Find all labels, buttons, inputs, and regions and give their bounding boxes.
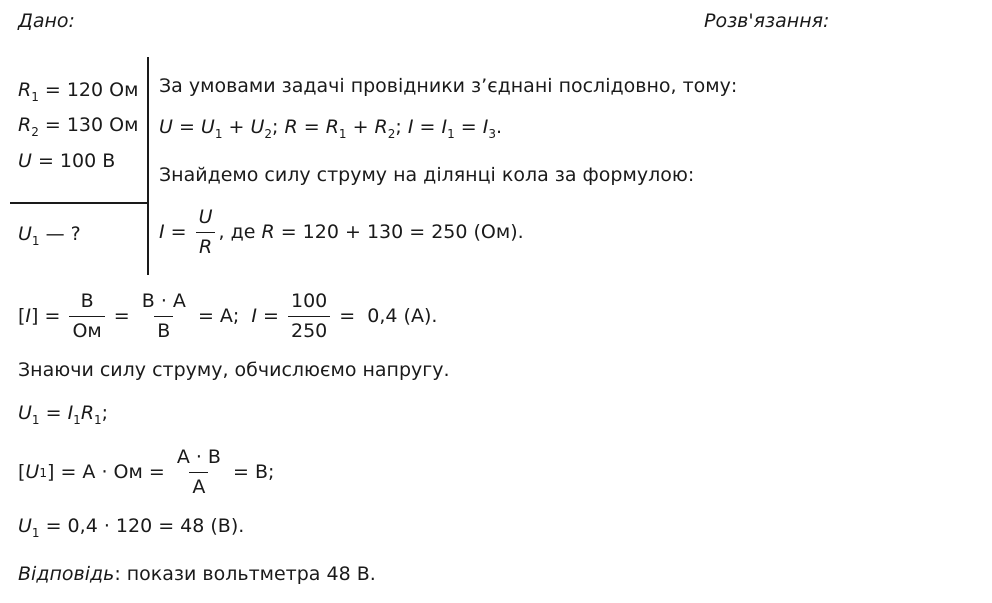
given-vertical-divider (147, 57, 149, 275)
given-u: U = 100 В (18, 150, 116, 172)
ohm-fraction: $\frac{U}{R}$ (196, 208, 216, 257)
find-quantity: $U_1$ — ? (18, 223, 81, 248)
value-fraction: $\frac{100}{250}$ (288, 292, 330, 341)
find-current-text: Знайдемо силу струму на ділянці кола за формулою: (159, 164, 695, 186)
solution-header: Розв'язання: (704, 10, 830, 32)
current-units-check: [ I ] = $\frac{В}{Ом}$ = $\frac{В \cdot А}{В}$ = А; I = $\frac{100}{250}$ = 0,4 (А). (18, 290, 438, 342)
u1-formula: $U_1 = I_1R_1$; (18, 402, 109, 427)
answer-line (18, 565, 376, 584)
unit-fraction-1: $\frac{В}{Ом}$ (69, 292, 104, 341)
given-r1: $R_1 = 120$ Ом (18, 79, 139, 104)
series-relations: $U = U_1 + U_2$; $R = R_1 + R_2$; $I = I_1 = I_3$. (159, 116, 502, 141)
given-header: Дано: (18, 10, 75, 32)
given-r2: $R_2 = 130$ Ом (18, 114, 139, 139)
given-horizontal-divider (10, 202, 148, 204)
answer-label: Відповідь (18, 563, 115, 585)
solution-intro: За умовами задачі провідники з’єднані послідовно, тому: (159, 75, 738, 97)
unit-fraction-2: $\frac{В \cdot А}{В}$ (141, 290, 186, 342)
answer-text: : покази вольтметра 48 В. (114, 563, 376, 585)
u1-unit-fraction: $\frac{А \cdot В}{А}$ (176, 446, 221, 498)
knowing-text: Знаючи силу струму, обчислюємо напругу. (18, 359, 450, 381)
ohm-law-formula: I = $\frac{U}{R}$ , де R = 120 + 130 = 250 (Ом). (159, 206, 524, 258)
u1-calculation: $U_1 = 0,4 \cdot 120 = 48$ (В). (18, 515, 245, 540)
u1-units-check: [ U 1 ] = А · Ом = $\frac{А \cdot В}{А}$ = В; (18, 446, 275, 498)
